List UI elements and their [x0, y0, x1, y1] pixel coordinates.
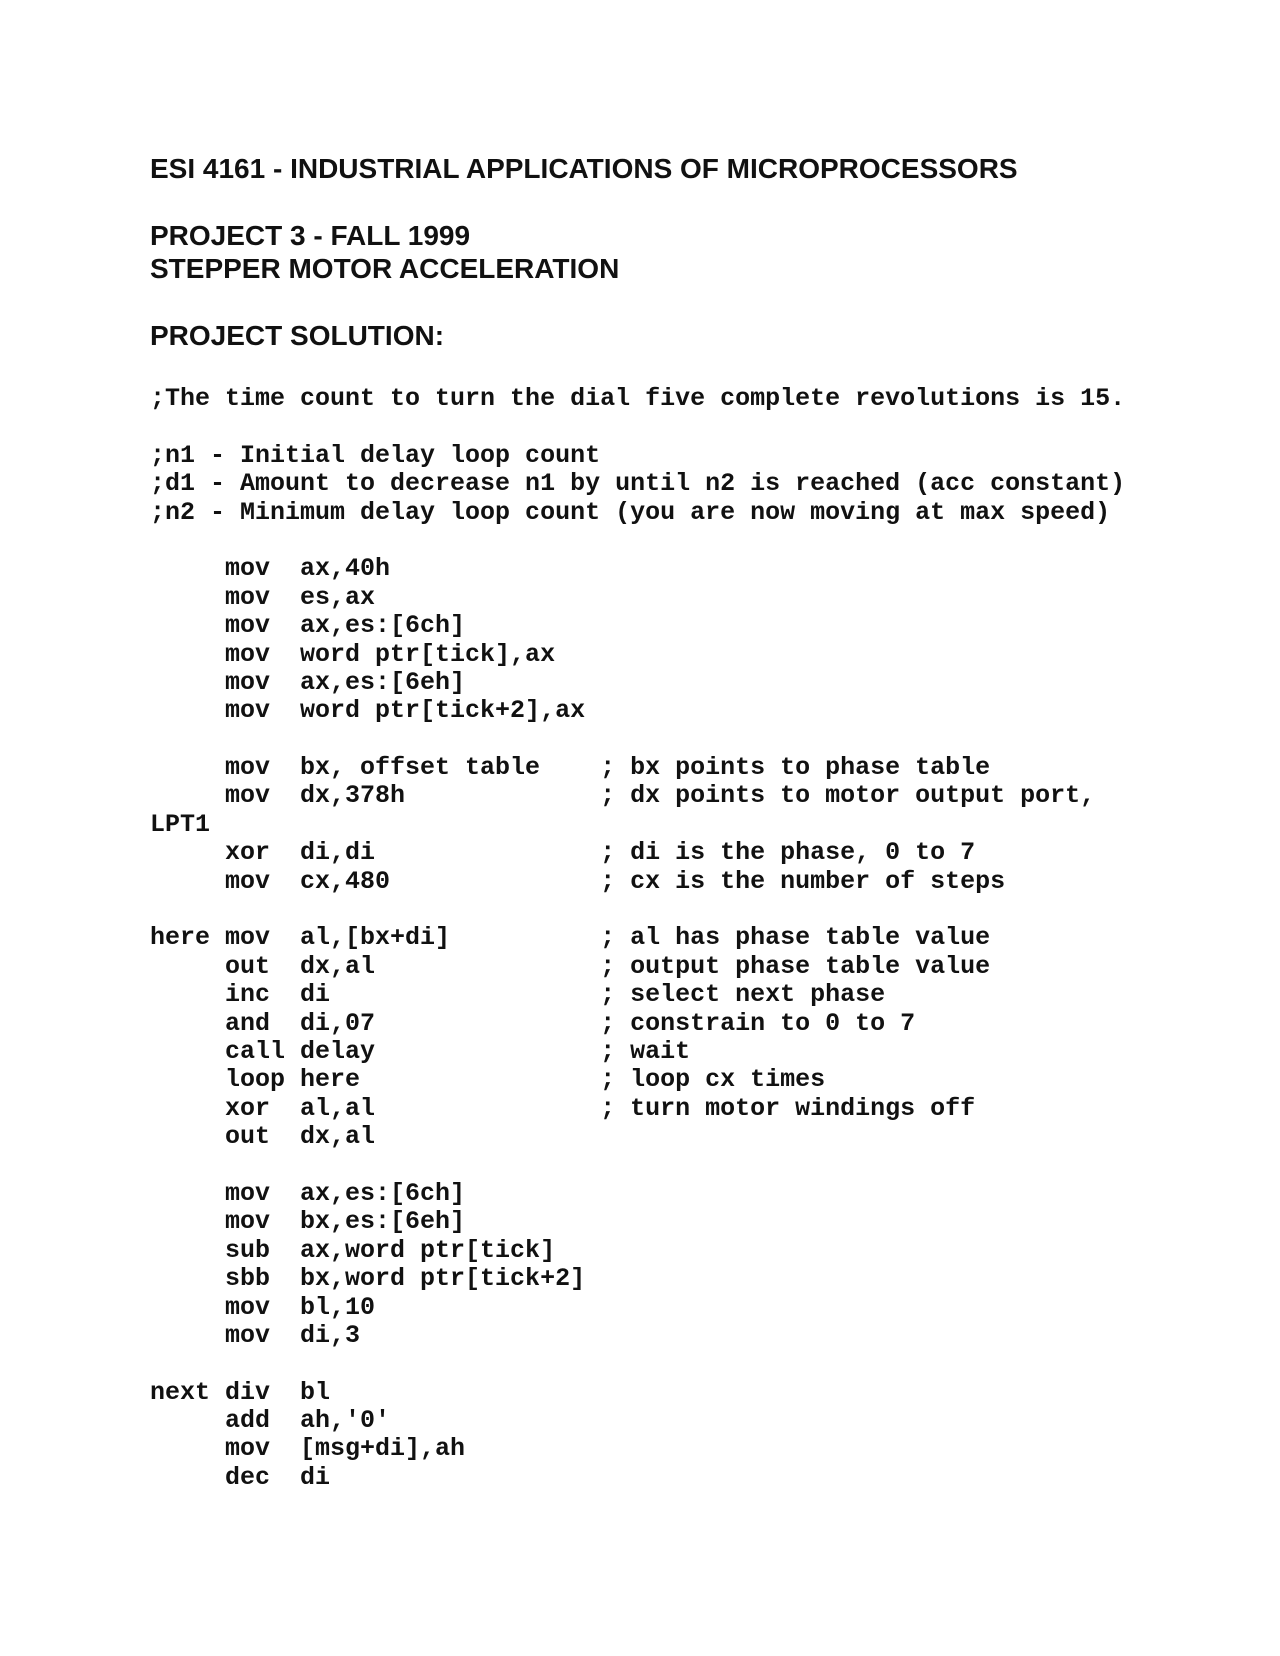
code-line: ;The time count to turn the dial five complete revolutions is 15.: [150, 384, 1126, 413]
code-line: mov ax,es:[6eh]: [150, 667, 466, 697]
project-line: PROJECT 3 - FALL 1999: [150, 220, 471, 251]
code-line: ;n2 - Minimum delay loop count (you are now moving at max speed): [150, 497, 1111, 527]
code-line: [150, 413, 1125, 441]
code-line: [150, 527, 1125, 555]
code-line: mov ax,es:[6ch]: [150, 1178, 466, 1208]
code-line: mov word ptr[tick+2],ax: [150, 696, 586, 726]
code-line: dec di: [150, 1462, 331, 1492]
solution-label: PROJECT SOLUTION:: [150, 320, 445, 351]
code-line: mov [msg+di],ah: [150, 1434, 466, 1464]
code-line: mov es,ax: [150, 582, 376, 612]
code-line: [150, 726, 1125, 754]
code-line: mov ax,es:[6ch]: [150, 611, 466, 641]
code-line: xor al,al ; turn motor windings off: [150, 1093, 976, 1123]
code-line: mov bl,10: [150, 1292, 376, 1322]
code-line: [150, 1152, 1125, 1180]
code-line: mov bx, offset table ; bx points to phase table: [150, 753, 991, 783]
code-line: sbb bx,word ptr[tick+2]: [150, 1264, 586, 1294]
assembly-code-block: [150, 385, 1125, 1492]
code-line: here mov al,[bx+di] ; al has phase table value: [150, 923, 991, 953]
code-line: inc di ; select next phase: [150, 980, 886, 1010]
code-line: mov word ptr[tick],ax: [150, 639, 556, 669]
code-line: mov ax,40h: [150, 554, 391, 584]
code-line: call delay ; wait: [150, 1036, 691, 1066]
code-line: and di,07 ; constrain to 0 to 7: [150, 1008, 916, 1038]
code-line: mov cx,480 ; cx is the number of steps: [150, 866, 1006, 896]
document-title: ESI 4161 - INDUSTRIAL APPLICATIONS OF MICROPROCESSORS: [150, 153, 1018, 184]
subject-line: STEPPER MOTOR ACCELERATION: [150, 253, 620, 284]
code-line: LPT1: [150, 809, 211, 839]
code-line: add ah,'0': [150, 1406, 391, 1436]
code-line: mov di,3: [150, 1320, 361, 1350]
code-line: [150, 1350, 1125, 1378]
code-line: out dx,al ; output phase table value: [150, 951, 991, 981]
code-line: out dx,al: [150, 1122, 376, 1152]
code-line: mov bx,es:[6eh]: [150, 1207, 466, 1237]
code-line: [150, 896, 1125, 924]
code-line: sub ax,word ptr[tick]: [150, 1235, 556, 1265]
code-line: mov dx,378h ; dx points to motor output port,: [150, 781, 1096, 811]
code-line: ;d1 - Amount to decrease n1 by until n2 is reached (acc constant): [150, 469, 1126, 499]
code-line: ;n1 - Initial delay loop count: [150, 440, 601, 470]
code-line: next div bl: [150, 1377, 331, 1407]
code-line: loop here ; loop cx times: [150, 1065, 826, 1095]
code-line: xor di,di ; di is the phase, 0 to 7: [150, 838, 976, 868]
